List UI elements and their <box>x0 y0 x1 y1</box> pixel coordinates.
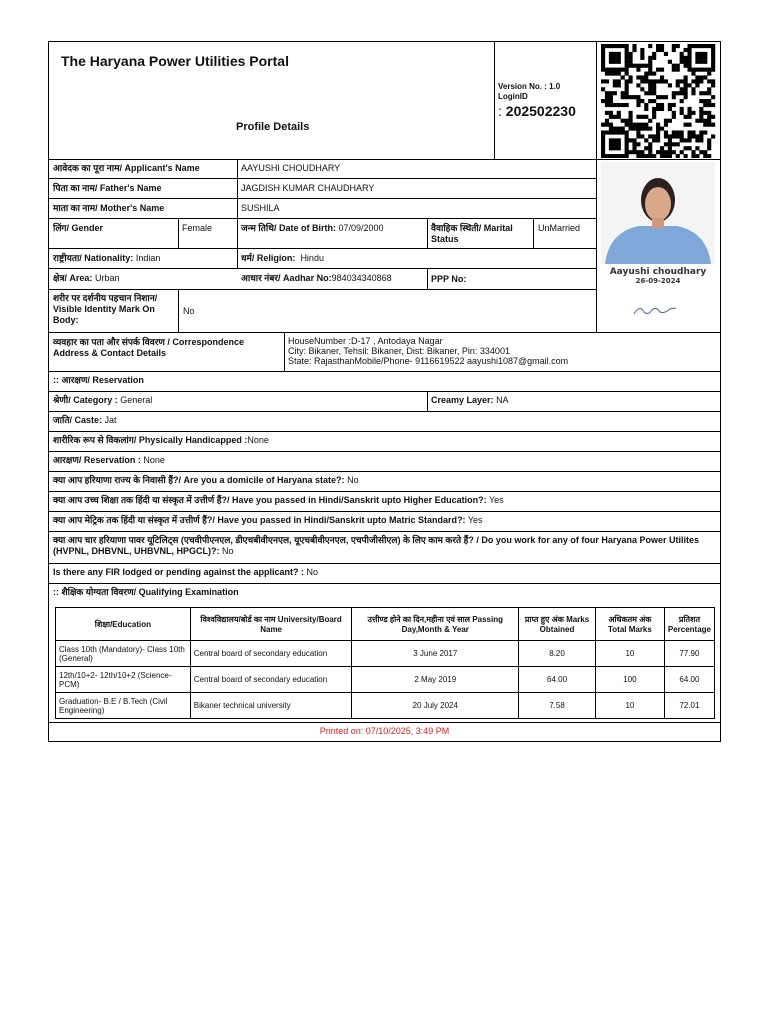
nationality: राष्ट्रीयता/ Nationality: Indian <box>53 253 161 263</box>
gender-value: Female <box>182 223 213 233</box>
passing-date-cell: 20 July 2024 <box>352 693 519 719</box>
address-line-1: HouseNumber :D-17 , Antodaya Nagar <box>288 336 443 346</box>
domicile: क्या आप हरियाणा राज्य के निवासी हैं?/ Are you a domicile of Haryana state?: No <box>53 475 359 485</box>
father-name: JAGDISH KUMAR CHAUDHARY <box>241 183 375 193</box>
address-line-3: State: RajasthanMobile/Phone- 9116619522 aayushi1087@gmail.com <box>288 356 569 366</box>
area: क्षेत्र/ Area: Urban <box>53 273 120 283</box>
portal-title: The Haryana Power Utilities Portal <box>61 53 289 69</box>
marks-cell: 64.00 <box>519 667 596 693</box>
creamy-layer: Creamy Layer: NA <box>431 395 509 405</box>
table-row <box>56 693 715 719</box>
applicant-name-label: आवेदक का पूरा नाम/ Applicant's Name <box>53 163 200 173</box>
education-table <box>55 607 715 719</box>
percentage-cell: 64.00 <box>664 667 714 693</box>
category: श्रेणी/ Category : General <box>53 395 153 405</box>
total-cell: 10 <box>595 641 664 667</box>
aadhar: आधार नंबर/ Aadhar No:984034340868 <box>241 273 392 283</box>
father-name-label: पिता का नाम/ Father's Name <box>53 183 162 193</box>
university-cell: Central board of secondary education <box>190 667 352 693</box>
education-cell: Class 10th (Mandatory)- Class 10th (General) <box>56 641 191 667</box>
page-title: Profile Details <box>236 121 310 133</box>
qr-code-icon <box>599 44 717 158</box>
education-cell: Graduation- B.E / B.Tech (Civil Engineering) <box>56 693 191 719</box>
table-row <box>56 641 715 667</box>
applicant-name: AAYUSHI CHOUDHARY <box>241 163 341 173</box>
percentage-cell: 72.01 <box>664 693 714 719</box>
address-line-2: City: Bikaner, Tehsil: Bikaner, Dist: Bikaner, Pin: 334001 <box>288 346 510 356</box>
hindi-higher: क्या आप उच्च शिक्षा तक हिंदी या संस्कृत में उत्तीर्ण हैं?/ Have you passed in Hindi/Sanskrit upto Higher Education?: Yes <box>53 495 504 505</box>
applicant-photo <box>599 162 717 292</box>
marks-cell: 7.58 <box>519 693 596 719</box>
total-cell: 100 <box>595 667 664 693</box>
education-section-title: :: शैक्षिक योग्यता विवरण/ Qualifying Examination <box>53 587 239 597</box>
identity-mark-value: No <box>183 306 195 316</box>
university-cell: Central board of secondary education <box>190 641 352 667</box>
signature <box>630 300 680 322</box>
reservation-section-title: :: आरक्षण/ Reservation <box>53 375 144 385</box>
total-cell: 10 <box>595 693 664 719</box>
dob: जन्म तिथि/ Date of Birth: 07/09/2000 <box>241 223 384 233</box>
marks-cell: 8.20 <box>519 641 596 667</box>
col-marks: प्राप्त हुए अंक Marks Obtained <box>519 608 596 641</box>
mother-name-label: माता का नाम/ Mother's Name <box>53 203 165 213</box>
university-cell: Bikaner technical university <box>190 693 352 719</box>
marital-value: UnMarried <box>538 223 581 233</box>
passing-date-cell: 3 June 2017 <box>352 641 519 667</box>
col-university: विश्वविद्यालय/बोर्ड का नाम University/Board Name <box>190 608 352 641</box>
education-header-row <box>56 608 715 641</box>
table-row <box>56 667 715 693</box>
col-total: अधिकतम अंक Total Marks <box>595 608 664 641</box>
power-utility-work: क्या आप चार हरियाणा पावर यूटिलिट्स (एचवीपीएनएल, डीएचबीवीएनएल, यूएचबीवीएनएल, एचपीजीसीएल) के लिए काम करते हैं? / Do you work for any of four Haryana Power Utilites (HVPNL, DHBVNL, UHBVNL, HPGCL)?: No <box>53 535 699 556</box>
caste: जाति/ Caste: Jat <box>53 415 117 425</box>
version-label: Version No. : 1.0 <box>498 82 561 91</box>
reservation-status: आरक्षण/ Reservation : None <box>53 455 165 465</box>
col-education: शिक्षा/Education <box>56 608 191 641</box>
passing-date-cell: 2 May 2019 <box>352 667 519 693</box>
photo-date: 26-09-2024 <box>635 277 681 285</box>
login-id: : 202502230 <box>498 103 576 119</box>
identity-mark-label: शरीर पर दर्शनीय पहचान निशान/ Visible Identity Mark On Body: <box>53 293 158 325</box>
hindi-matric: क्या आप मेट्रिक तक हिंदी या संस्कृत में उत्तीर्ण हैं?/ Have you passed in Hindi/Sanskrit upto Matric Standard?: Yes <box>53 515 483 525</box>
login-label: LoginID <box>498 92 528 101</box>
col-passing-date: उत्तीण्ड होने का दिन,महीना एवं साल Passing Day,Month & Year <box>352 608 519 641</box>
physically-handicapped: शारीरिक रूप से विकलांग/ Physically Handicapped :None <box>53 435 269 445</box>
religion: धर्म/ Religion: Hindu <box>241 253 324 263</box>
printed-timestamp: Printed on: 07/10/2025, 3:49 PM <box>319 726 450 736</box>
education-cell: 12th/10+2- 12th/10+2 (Science-PCM) <box>56 667 191 693</box>
marital-label: वैवाहिक स्थिती/ Marital Status <box>431 223 513 244</box>
fir-status: Is there any FIR lodged or pending against the applicant? : No <box>53 567 319 577</box>
gender-label: लिंग/ Gender <box>53 223 104 233</box>
address-label: व्यवहार का पता और संपर्क विवरण / Correspondence Address & Contact Details <box>53 337 244 358</box>
photo-caption: Aayushi choudhary <box>609 267 707 277</box>
ppp-label: PPP No: <box>431 274 467 284</box>
percentage-cell: 77.90 <box>664 641 714 667</box>
mother-name: SUSHILA <box>241 203 280 213</box>
col-percentage: प्रतिशत Percentage <box>664 608 714 641</box>
